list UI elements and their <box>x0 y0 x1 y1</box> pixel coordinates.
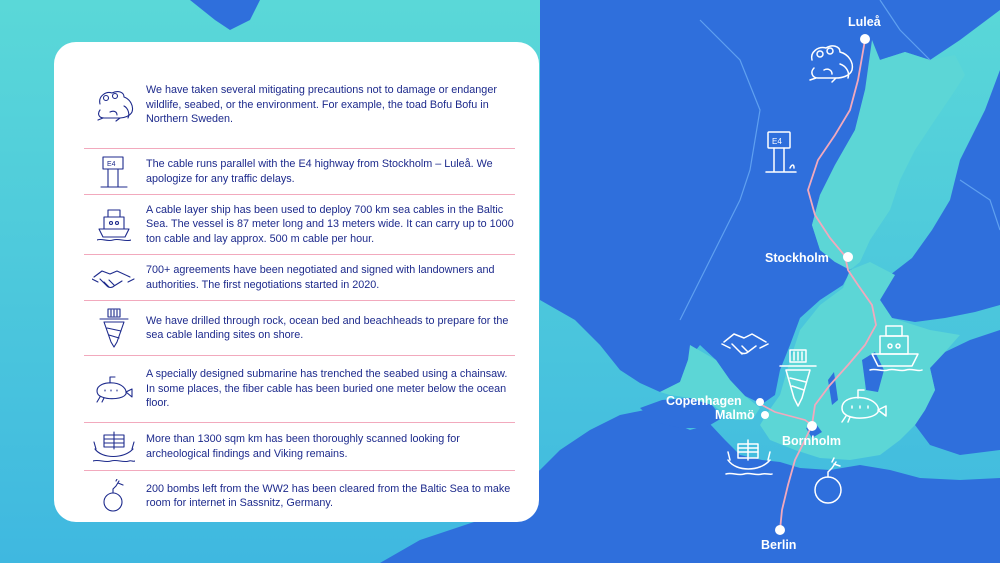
fact-text: The cable runs parallel with the E4 highway from Stockholm – Luleå. We apologize for any traffic delays. <box>146 158 493 185</box>
bomb-icon <box>84 479 144 513</box>
fact-text: We have taken several mitigating precautions not to damage or endanger wildlife, seabed, or the environment. For example, the toad Bofu Bofu in Northern Sweden. <box>146 84 497 126</box>
fact-row <box>84 356 515 423</box>
handshake-icon <box>84 265 144 291</box>
city-label-bornholm: Bornholm <box>782 434 842 448</box>
fact-text: A specially designed submarine has trenched the seabed using a chainsaw. In some places, the fiber cable has been buried one meter below the ocean floor. <box>146 368 508 410</box>
fact-row <box>84 195 515 255</box>
viking-ship-icon <box>84 431 144 463</box>
e4-sign-text: E4 <box>107 160 116 168</box>
fact-row <box>84 62 515 149</box>
submarine-icon <box>84 373 144 405</box>
city-dot-malmo[interactable] <box>761 411 769 419</box>
city-label-malmo: Malmö <box>715 408 755 422</box>
fact-text: 700+ agreements have been negotiated and signed with landowners and authorities. The first negotiations started in 2020. <box>146 264 495 291</box>
fact-text: We have drilled through rock, ocean bed and beachheads to prepare for the sea cable landing sites on shore. <box>146 314 509 341</box>
city-dot-bornholm[interactable] <box>807 421 817 431</box>
map-e4-sign-text: E4 <box>772 137 782 146</box>
info-card <box>54 42 539 522</box>
fact-text: More than 1300 sqm km has been thoroughly scanned looking for archeological findings and Viking remains. <box>146 433 460 460</box>
city-dot-copenhagen[interactable] <box>756 398 764 406</box>
drill-icon <box>84 308 144 348</box>
city-dot-lulea[interactable] <box>860 34 870 44</box>
e4-sign-icon <box>84 155 144 189</box>
fact-text: A cable layer ship has been used to deploy 700 km sea cables in the Baltic Sea. The vessel is 87 meter long and 13 meters wide. It can carry up to 1000 ton cable and lay approx. 500 m cable per hour. <box>146 203 514 245</box>
city-label-stockholm: Stockholm <box>765 251 829 265</box>
city-label-lulea: Luleå <box>848 15 881 29</box>
fact-row <box>84 301 515 356</box>
fact-text: 200 bombs left from the WW2 has been cleared from the Baltic Sea to make room for internet in Sassnitz, Germany. <box>146 482 511 509</box>
fact-row <box>84 149 515 195</box>
fact-row <box>84 471 515 521</box>
cable-ship-icon <box>84 207 144 243</box>
city-label-copenhagen: Copenhagen <box>666 394 742 408</box>
city-label-berlin: Berlin <box>761 538 797 552</box>
fact-row <box>84 255 515 301</box>
fact-row <box>84 423 515 471</box>
toad-icon <box>84 88 144 122</box>
city-dot-berlin[interactable] <box>775 525 785 535</box>
city-dot-stockholm[interactable] <box>843 252 853 262</box>
